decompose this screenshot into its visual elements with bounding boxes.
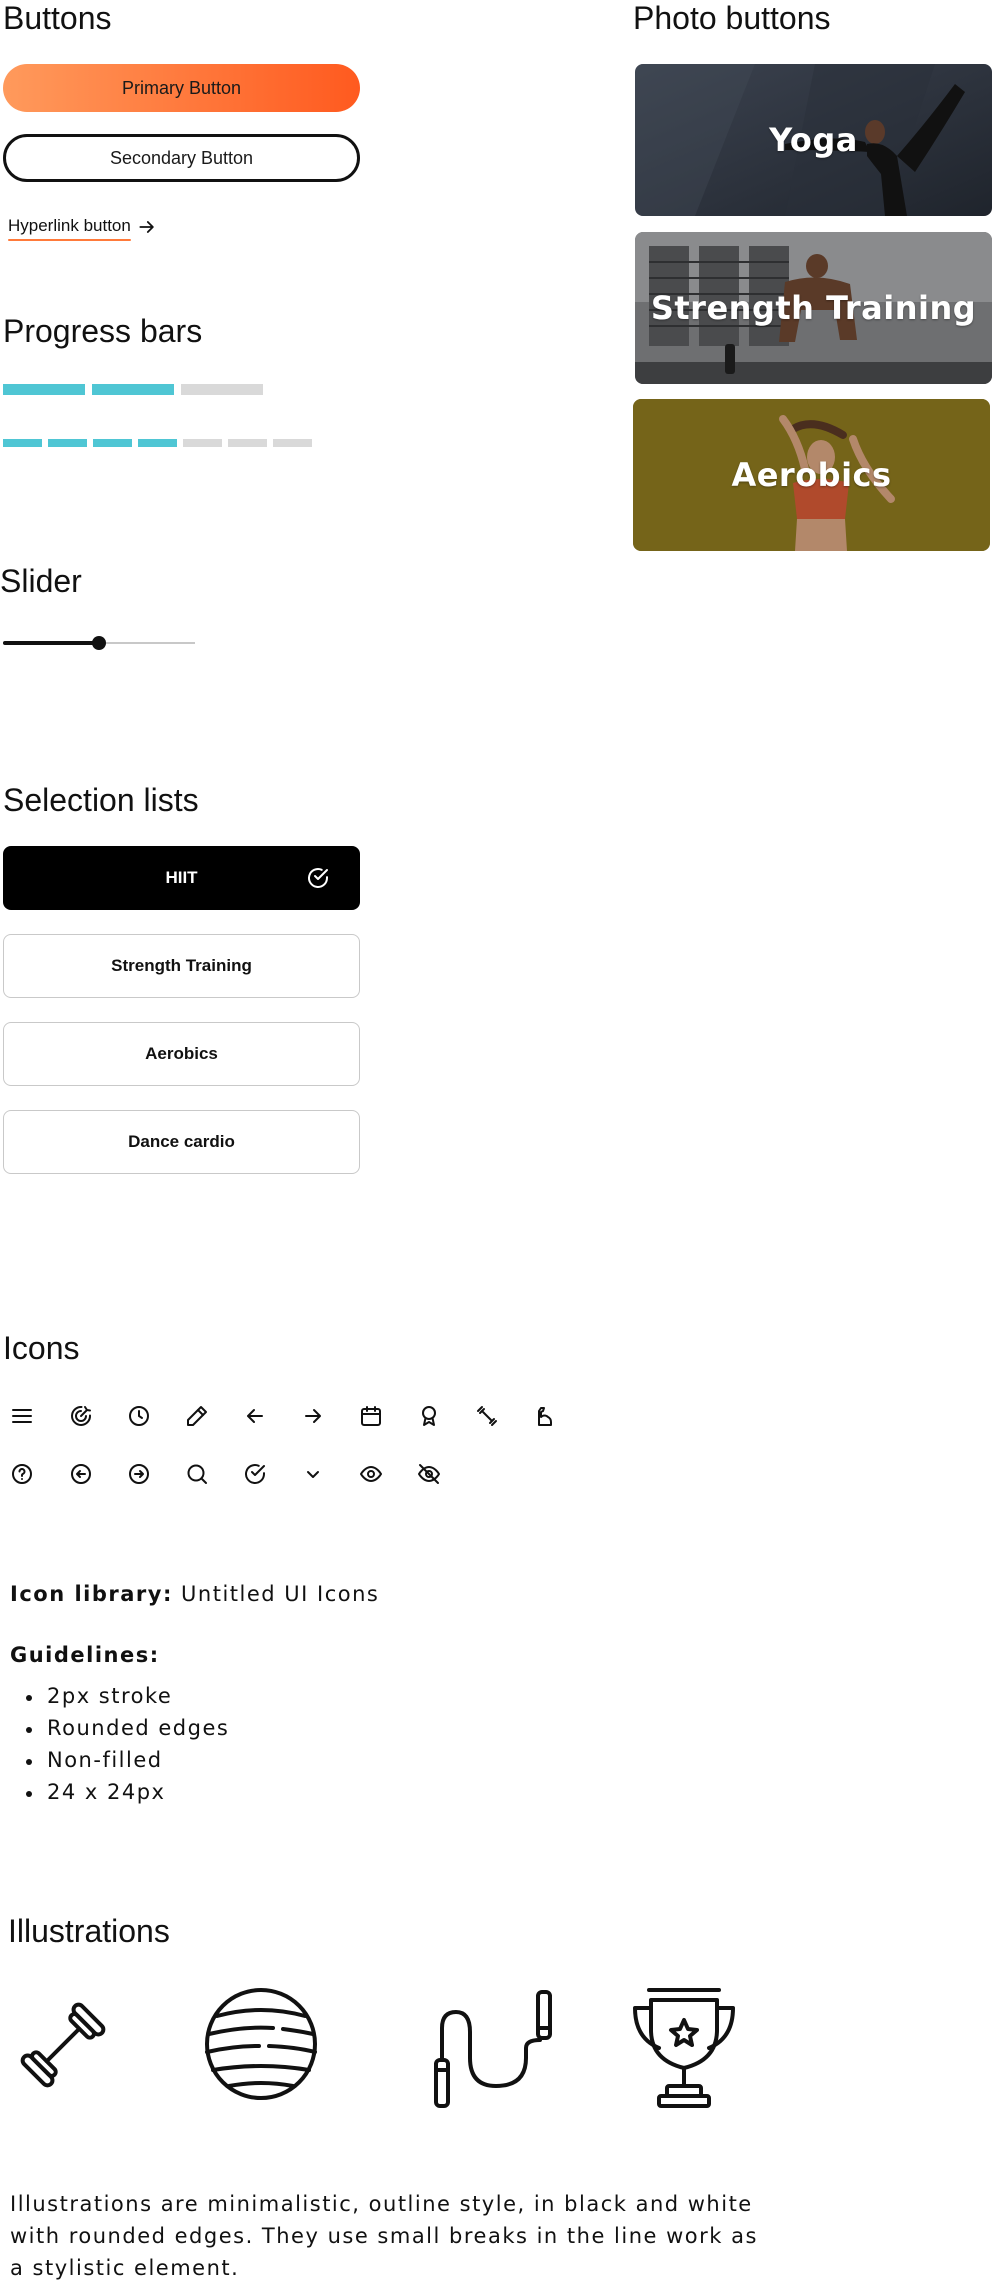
guideline-item: 24 x 24px (12, 1776, 229, 1808)
flexed-arm-icon (533, 1404, 557, 1428)
progress-segment-filled (3, 384, 85, 395)
arrow-right-icon (137, 217, 157, 237)
primary-button[interactable]: Primary Button (3, 64, 360, 112)
calendar-icon (359, 1404, 383, 1428)
illustrations-description (10, 2188, 758, 2284)
arrow-left-icon (243, 1404, 267, 1428)
menu-icon (10, 1404, 34, 1428)
eye-icon (359, 1462, 383, 1486)
chevron-down-icon (301, 1462, 325, 1486)
clock-icon (127, 1404, 151, 1428)
target-icon (69, 1404, 93, 1428)
photo-button-yoga[interactable] (635, 64, 992, 216)
help-circle-icon (10, 1462, 34, 1486)
guideline-item: Rounded edges (12, 1712, 229, 1744)
selection-item-hiit[interactable] (3, 846, 360, 910)
progress-segment-filled (92, 384, 174, 395)
photo-button-label: Aerobics (731, 456, 892, 494)
eye-off-icon (417, 1462, 441, 1486)
progress-segment-empty (273, 439, 312, 447)
guidelines-title: Guidelines: (10, 1643, 160, 1667)
progress-heading: Progress bars (3, 313, 203, 349)
secondary-button[interactable]: Secondary Button (3, 134, 360, 182)
dumbbell-icon (475, 1404, 499, 1428)
guideline-item: Non-filled (12, 1744, 229, 1776)
award-icon (417, 1404, 441, 1428)
slider-thumb[interactable] (92, 636, 106, 650)
icon-library-line (10, 1582, 379, 1606)
photo-button-aerobics[interactable] (633, 399, 990, 551)
check-circle-icon (243, 1462, 267, 1486)
selection-item-strength-training[interactable] (3, 934, 360, 998)
trophy-illustration (629, 1986, 739, 2110)
progress-segment-empty (183, 439, 222, 447)
progress-segment-filled (93, 439, 132, 447)
photo-buttons-heading: Photo buttons (633, 0, 831, 36)
check-circle-icon (306, 866, 330, 890)
hyperlink-button[interactable] (8, 212, 157, 242)
arrow-right-icon (301, 1404, 325, 1428)
illustrations-heading: Illustrations (8, 1913, 170, 1949)
buttons-heading: Buttons (3, 0, 112, 36)
exercise-ball-illustration (203, 1986, 319, 2102)
selection-item-label: Aerobics (145, 1044, 218, 1063)
description-line: with rounded edges. They use small breaks in the line work as (10, 2224, 758, 2248)
progress-segment-empty (181, 384, 263, 395)
selection-item-label: Dance cardio (128, 1132, 235, 1151)
description-line: Illustrations are minimalistic, outline style, in black and white (10, 2192, 753, 2216)
icon-library-value: Untitled UI Icons (172, 1582, 380, 1606)
progress-segment-filled (48, 439, 87, 447)
dumbbell-illustration (10, 1990, 116, 2100)
pencil-icon (185, 1404, 209, 1428)
progress-segment-empty (228, 439, 267, 447)
selection-item-label: HIIT (165, 868, 198, 887)
jump-rope-illustration (430, 1988, 560, 2112)
slider-heading: Slider (0, 563, 82, 599)
guidelines-list (12, 1680, 229, 1808)
arrow-circle-right-icon (127, 1462, 151, 1486)
selection-item-dance-cardio[interactable] (3, 1110, 360, 1174)
hyperlink-label: Hyperlink button (8, 216, 131, 239)
search-icon (185, 1462, 209, 1486)
selection-heading: Selection lists (3, 782, 199, 818)
description-line: a stylistic element. (10, 2256, 240, 2280)
guideline-item: 2px stroke (12, 1680, 229, 1712)
photo-button-label: Strength Training (650, 289, 977, 327)
progress-segment-filled (138, 439, 177, 447)
photo-button-label: Yoga (769, 121, 858, 159)
icon-library-label: Icon library: (10, 1582, 173, 1606)
progress-segment-filled (3, 439, 42, 447)
selection-item-label: Strength Training (111, 956, 252, 975)
slider-fill (3, 641, 99, 645)
arrow-circle-left-icon (69, 1462, 93, 1486)
photo-button-strength-training[interactable] (635, 232, 992, 384)
icons-heading: Icons (3, 1330, 80, 1366)
selection-item-aerobics[interactable] (3, 1022, 360, 1086)
